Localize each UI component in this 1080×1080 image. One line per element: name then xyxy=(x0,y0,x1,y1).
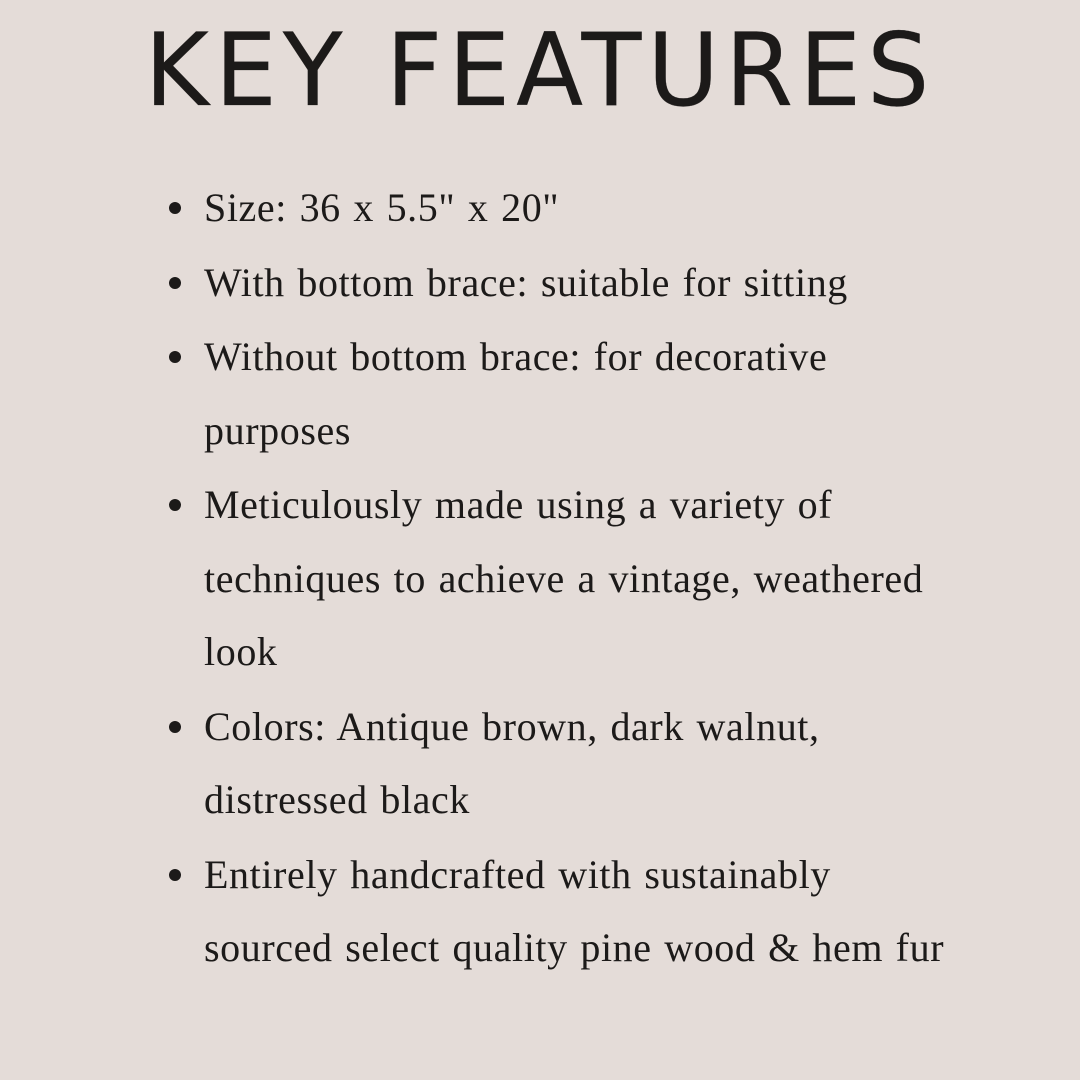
feature-item-bottom-brace xyxy=(0,246,1080,320)
feature-text: Entirely handcrafted with sustainably sourced select quality pine wood & hem fur xyxy=(204,851,945,970)
key-features-list xyxy=(0,171,1080,986)
bullet-icon xyxy=(169,721,181,733)
feature-text: With bottom brace: suitable for sitting xyxy=(204,259,848,305)
feature-item-no-bottom-brace xyxy=(0,320,1080,467)
page-title: KEY FEATURES xyxy=(144,12,936,130)
feature-item-materials xyxy=(0,838,1080,985)
feature-text: Without bottom brace: for decorative purposes xyxy=(204,334,828,453)
bullet-icon xyxy=(169,202,181,214)
feature-text: Meticulously made using a variety of techniques to achieve a vintage, weathered look xyxy=(204,482,924,674)
bullet-icon xyxy=(169,869,181,881)
bullet-icon xyxy=(169,277,181,289)
feature-item-size xyxy=(0,171,1080,245)
feature-item-colors xyxy=(0,690,1080,837)
feature-text: Colors: Antique brown, dark walnut, distressed black xyxy=(204,703,820,822)
feature-text: Size: 36 x 5.5" x 20" xyxy=(204,185,560,230)
bullet-icon xyxy=(169,499,181,511)
bullet-icon xyxy=(169,351,181,363)
feature-item-craftsmanship xyxy=(0,468,1080,689)
